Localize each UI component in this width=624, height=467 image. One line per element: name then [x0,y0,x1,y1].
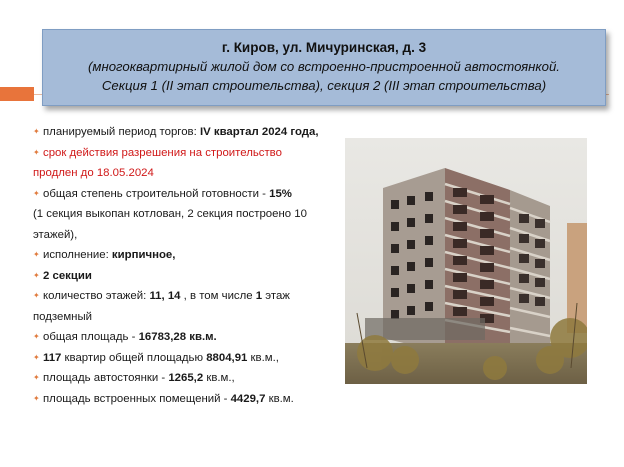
list-item-floors: ✦ количество этажей: 11, 14 , в том числе 1 этаж [33,286,363,307]
list-item-parking: ✦ площадь автостоянки - 1265,2 кв.м., [33,368,363,389]
list-item-permit-cont: продлен до 18.05.2024 [33,167,154,179]
diamond-bullet-icon: ✦ [33,291,40,300]
diamond-bullet-icon: ✦ [33,270,40,280]
diamond-bullet-icon: ✦ [33,373,40,382]
list-item-trade-period: ✦ планируемый период торгов: IV квартал 2024 года, [33,122,363,143]
list-item-sections: ✦ 2 секции [33,266,363,287]
list-item-material: ✦ исполнение: кирпичное, [33,245,363,266]
building-photo [345,138,587,384]
list-item-readiness-cont1: (1 секция выкопан котлован, 2 секция построено 10 [33,208,307,220]
title-line-3: Секция 1 (II этап строительства), секция 2 (III этап строительства) [101,78,547,93]
title-line-1: г. Киров, ул. Мичуринская, д. 3 [221,40,427,55]
diamond-bullet-icon: ✦ [33,250,40,259]
list-item-area-total: ✦ общая площадь - 16783,28 кв.м. [33,327,363,348]
list-item-readiness: ✦ общая степень строительной готовности - 15% [33,184,363,205]
diamond-bullet-icon: ✦ [33,147,40,157]
info-list [33,122,363,409]
diamond-bullet-icon: ✦ [33,127,40,136]
title-box [42,29,606,106]
accent-bar [0,87,34,101]
list-item-built-in: ✦ площадь встроенных помещений - 4429,7 кв.м. [33,389,363,410]
list-item-apartments: ✦ 117 квартир общей площадью 8804,91 кв.м., [33,348,363,369]
list-item-readiness-cont2: этажей), [33,228,78,241]
list-item-permit: ✦ срок действия разрешения на строительство [33,143,363,164]
diamond-bullet-icon: ✦ [33,393,40,403]
diamond-bullet-icon: ✦ [33,188,40,198]
title-line-2: (многоквартирный жилой дом со встроенно-пристроенной автостоянкой. [88,59,560,74]
diamond-bullet-icon: ✦ [33,332,40,341]
list-item-floors-cont: подземный [33,310,92,323]
diamond-bullet-icon: ✦ [33,352,40,362]
